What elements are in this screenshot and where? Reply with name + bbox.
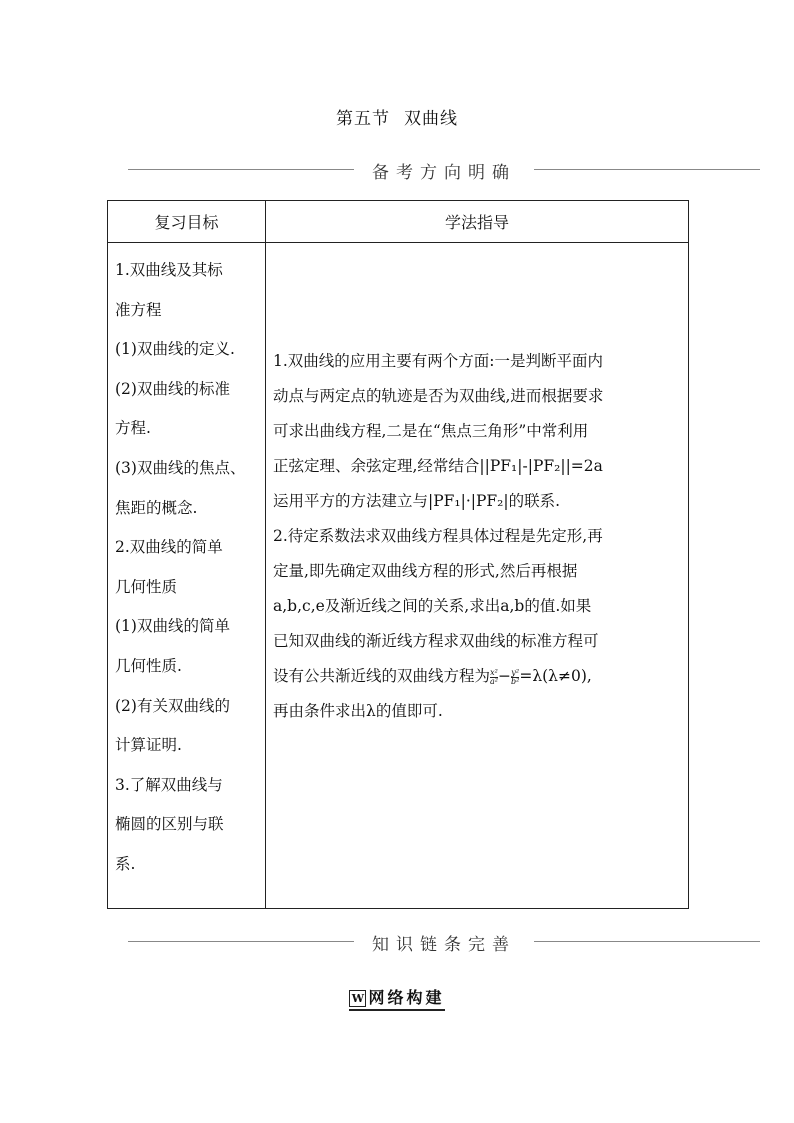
guide-line: 1.双曲线的应用主要有两个方面:一是判断平面内 <box>273 352 604 370</box>
divider-knowledge-chain <box>128 930 760 954</box>
table-header-row <box>108 201 689 243</box>
guide-line-equation <box>273 659 682 694</box>
goal-line: 焦距的概念. <box>115 498 198 517</box>
guide-line: a,b,c,e及渐近线之间的关系,求出a,b的值.如果 <box>273 597 592 615</box>
goal-line: 几何性质. <box>115 656 182 675</box>
goal-line: (2)有关双曲线的 <box>115 696 230 715</box>
goal-line: (2)双曲线的标准 <box>115 379 230 398</box>
review-goals-cell <box>108 243 266 909</box>
study-guidance-cell <box>266 243 689 909</box>
table-row <box>108 243 689 909</box>
guide-line: 动点与两定点的轨迹是否为双曲线,进而根据要求 <box>273 387 604 405</box>
guide-line: 定量,即先确定双曲线方程的形式,然后再根据 <box>273 562 578 580</box>
goal-line: 1.双曲线及其标 <box>115 261 223 279</box>
fraction-numerator: y² <box>511 667 520 677</box>
guide-line: 已知双曲线的渐近线方程求双曲线的标准方程可 <box>273 632 599 650</box>
guide-text: =λ(λ≠0), <box>519 667 592 685</box>
minus-sign: − <box>498 667 511 685</box>
goal-line: 3.了解双曲线与 <box>115 775 223 794</box>
guide-line: 2.待定系数法求双曲线方程具体过程是先定形,再 <box>273 527 603 545</box>
goal-line: (1)双曲线的简单 <box>115 617 230 636</box>
divider-line-left <box>128 941 354 942</box>
fraction-numerator: x² <box>490 667 498 677</box>
divider-line-right <box>534 169 760 170</box>
goal-line: 几何性质 <box>115 577 178 596</box>
goal-line: 计算证明. <box>115 736 182 755</box>
divider-label: 备考方向明确 <box>372 163 516 183</box>
fraction-denominator: b² <box>511 676 520 686</box>
goal-line: 系. <box>115 854 136 873</box>
guide-line: 正弦定理、余弦定理,经常结合||PF₁|-|PF₂||=2a <box>273 457 603 475</box>
divider-exam-direction <box>128 158 760 182</box>
goal-line: (3)双曲线的焦点、 <box>115 458 246 477</box>
divider-line-right <box>534 941 760 942</box>
goal-line: 准方程 <box>115 300 162 319</box>
guide-line: 运用平方的方法建立与|PF₁|·|PF₂|的联系. <box>273 492 561 510</box>
divider-line-left <box>128 169 354 170</box>
header-study-guidance: 学法指导 <box>266 201 689 243</box>
guide-text: 设有公共渐近线的双曲线方程为 <box>273 667 491 685</box>
network-construction-heading <box>0 985 794 1011</box>
fraction-x2-a2 <box>490 669 498 686</box>
w-box-icon: W <box>349 990 366 1007</box>
study-plan-table <box>107 200 689 909</box>
header-review-goals: 复习目标 <box>108 201 266 243</box>
goal-line: 2.双曲线的简单 <box>115 538 223 557</box>
goal-line: 椭圆的区别与联 <box>115 815 224 834</box>
fraction-denominator: a² <box>490 676 498 686</box>
network-label: 网络构建 <box>368 988 445 1007</box>
goal-line: (1)双曲线的定义. <box>115 340 235 359</box>
guide-line: 可求出曲线方程,二是在“焦点三角形”中常利用 <box>273 422 589 440</box>
section-topic: 双曲线 <box>404 109 458 129</box>
guide-line: 再由条件求出λ的值即可. <box>273 702 443 720</box>
section-title <box>0 104 794 129</box>
goal-line: 方程. <box>115 419 151 438</box>
section-number: 第五节 <box>336 109 390 129</box>
divider-label: 知识链条完善 <box>372 935 516 955</box>
